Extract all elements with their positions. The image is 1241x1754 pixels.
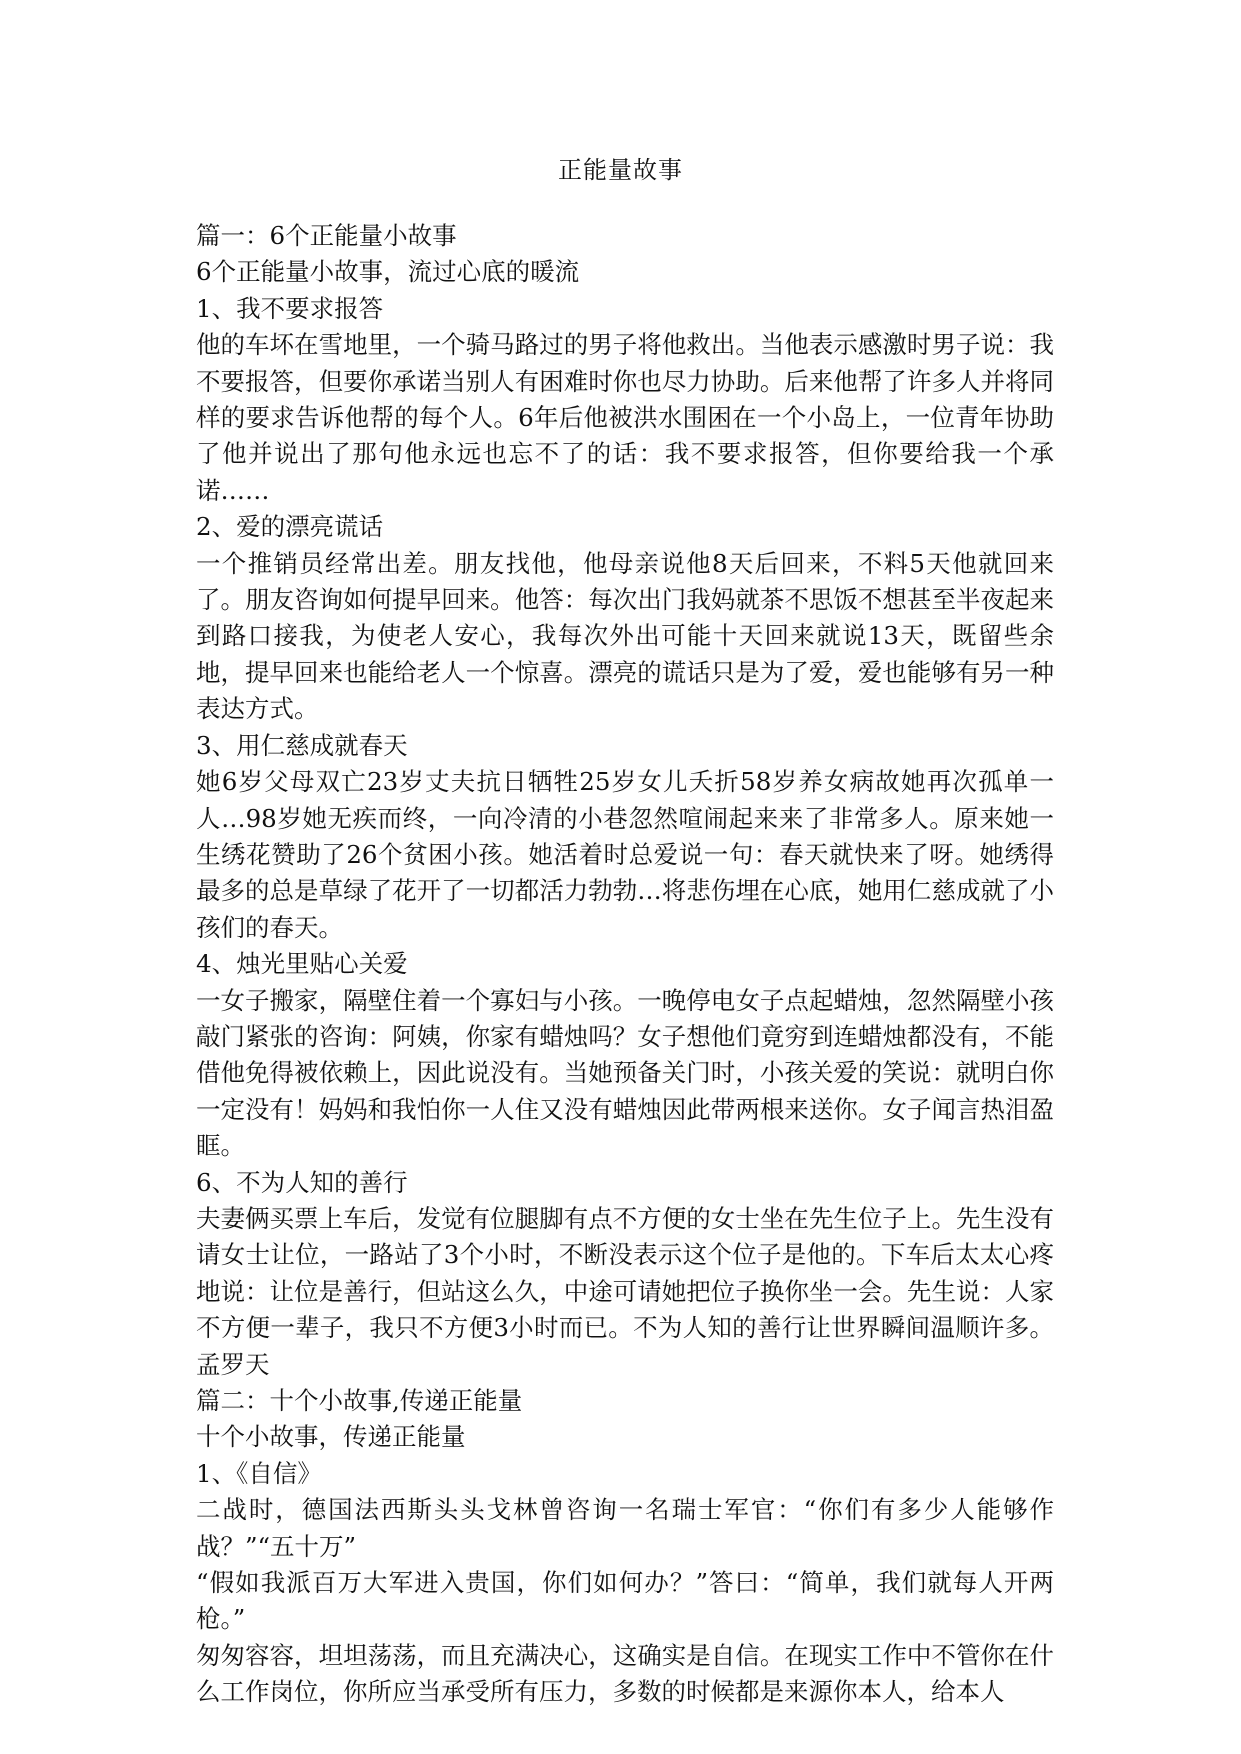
story-heading: 6、不为人知的善行 <box>196 1167 408 1197</box>
section-heading-2: 篇二：十个小故事,传递正能量 <box>196 1386 523 1415</box>
story-paragraph: 夫妻俩买票上车后，发觉有位腿脚有点不方便的女士坐在先生位子上。先生没有请女士让位，一路站了3个小时，不断没表示这个位子是他的。下车后太太心疼地说：让位是善行，但站这么久，中途可请她把位子换你坐一会。先生说：人家不方便一辈子，我只不方便3小时而已。不为人知的善行让世界瞬间温顺许多。孟罗天 <box>196 1203 1054 1379</box>
story-paragraph: 二战时，德国法西斯头头戈林曾咨询一名瑞士军官：“你们有多少人能够作战？”“五十万” <box>196 1495 1054 1561</box>
story-paragraph: 一个推销员经常出差。朋友找他，他母亲说他8天后回来，不料5天他就回来了。朋友咨询如何提早回来。他答：每次出门我妈就茶不思饭不想甚至半夜起来到路口接我，为使老人安心，我每次外出可能十天回来就说13天，既留些余地，提早回来也能给老人一个惊喜。漂亮的谎话只是为了爱，爱也能够有另一种表达方式。 <box>196 548 1054 724</box>
section-subtitle-1: 6个正能量小故事，流过心底的暖流 <box>196 257 580 287</box>
story-heading: 2、爱的漂亮谎话 <box>196 512 384 542</box>
document-body <box>196 218 1054 1711</box>
story-heading: 3、用仁慈成就春天 <box>196 730 408 760</box>
story-heading: 1、我不要求报答 <box>196 293 384 323</box>
story-paragraph: 他的车坏在雪地里，一个骑马路过的男子将他救出。当他表示感激时男子说：我不要报答，但要你承诺当别人有困难时你也尽力协助。后来他帮了许多人并将同样的要求告诉他帮的每个人。6年后他被洪水围困在一个小岛上，一位青年协助了他并说出了那句他永远也忘不了的话：我不要求报答，但你要给我一个承诺…… <box>196 330 1054 505</box>
document-title: 正能量故事 <box>558 156 683 184</box>
story-paragraph: 匆匆容容，坦坦荡荡，而且充满决心，这确实是自信。在现实工作中不管你在什么工作岗位，你所应当承受所有压力，多数的时候都是来源你本人，给本人 <box>196 1640 1054 1707</box>
story-paragraph: “假如我派百万大军进入贵国，你们如何办？”答曰：“简单，我们就每人开两枪。” <box>196 1568 1054 1634</box>
story-paragraph: 一女子搬家，隔壁住着一个寡妇与小孩。一晚停电女子点起蜡烛，忽然隔壁小孩敲门紧张的咨询：阿姨，你家有蜡烛吗？女子想他们竟穷到连蜡烛都没有，不能借他免得被依赖上，因此说没有。当她预备关门时，小孩关爱的笑说：就明白你一定没有！妈妈和我怕你一人住又没有蜡烛因此带两根来送你。女子闻言热泪盈眶。 <box>196 985 1054 1161</box>
story-paragraph: 她6岁父母双亡23岁丈夫抗日牺牲25岁女儿夭折58岁养女病故她再次孤单一人…98岁她无疾而终，一向冷清的小巷忽然喧闹起来来了非常多人。原来她一生绣花赞助了26个贫困小孩。她活着时总爱说一句：春天就快来了呀。她绣得最多的总是草绿了花开了一切都活力勃勃…将悲伤埋在心底，她用仁慈成就了小孩们的春天。 <box>196 767 1054 942</box>
section-subtitle-2: 十个小故事，传递正能量 <box>196 1422 466 1452</box>
story-heading: 4、烛光里贴心关爱 <box>196 949 408 979</box>
story-heading: 1、《自信》 <box>196 1458 322 1488</box>
section-heading-1: 篇一：6个正能量小故事 <box>196 221 457 250</box>
